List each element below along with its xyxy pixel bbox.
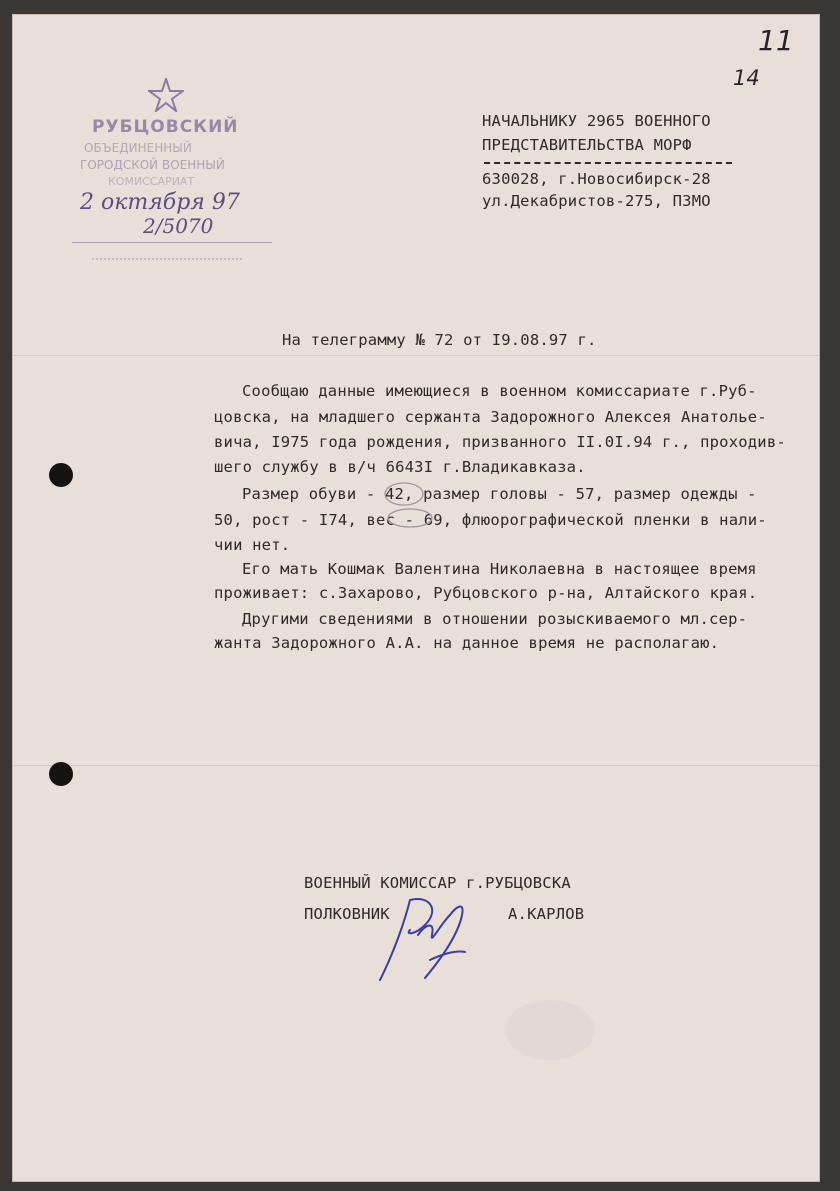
addressee-line-2: ПРЕДСТАВИТЕЛЬСТВА МОРФ: [482, 136, 692, 154]
stamp-line-4: КОМИССАРИАТ: [108, 175, 195, 188]
stamp-number: 2/5070: [143, 214, 214, 238]
page-number-top: 11: [758, 24, 794, 57]
body-line: вича, I975 года рождения, призванного II.0I.94 г., проходив-: [214, 433, 786, 451]
body-line: Его мать Кошмак Валентина Николаевна в настоящее время: [242, 560, 757, 578]
pencil-mark-icon: [380, 480, 440, 530]
signature-name: А.КАРЛОВ: [508, 905, 585, 923]
page-number-bottom: 14: [733, 66, 760, 90]
body-line: жанта Задорожного А.А. на данное время не располагаю.: [214, 634, 720, 652]
addressee-line-3: 630028, г.Новосибирск-28: [482, 170, 711, 188]
body-line: чии нет.: [214, 536, 291, 554]
punch-hole: [49, 762, 73, 786]
punch-hole: [49, 463, 73, 487]
handwritten-signature-icon: [370, 880, 480, 990]
addressee-line-4: ул.Декабристов-275, ПЗМО: [482, 192, 711, 210]
body-line: цовска, на младшего сержанта Задорожного Алексея Анатолье-: [214, 408, 767, 426]
stamp-line-2: ОБЪЕДИНЕННЫЙ: [84, 141, 192, 155]
body-line: Сообщаю данные имеющиеся в военном комиссариате г.Руб-: [242, 382, 757, 400]
star-icon: [148, 78, 184, 112]
stamp-rule: [72, 242, 272, 243]
signature-rank: ПОЛКОВНИК: [304, 905, 390, 923]
signature-title: ВОЕННЫЙ КОМИССАР г.РУБЦОВСКА: [304, 874, 571, 892]
stamp-date: 2 октября 97: [80, 190, 240, 215]
telegram-reference: На телеграмму № 72 от I9.08.97 г.: [282, 331, 597, 349]
stamp-faded-text: [92, 258, 242, 260]
body-line: Размер обуви - 42, размер головы - 57, размер одежды -: [242, 485, 757, 503]
body-line: проживает: с.Захарово, Рубцовского р-на, Алтайского края.: [214, 584, 758, 602]
fold-line: [13, 765, 819, 766]
addressee-divider: [484, 162, 732, 164]
faded-stamp-mark: [505, 1000, 595, 1060]
body-line: Другими сведениями в отношении розыскиваемого мл.сер-: [242, 610, 748, 628]
fold-line: [13, 355, 819, 356]
stamp-line-3: ГОРОДСКОЙ ВОЕННЫЙ: [80, 158, 225, 172]
body-line: 50, рост - I74, вес - 69, флюорографической пленки в нали-: [214, 511, 767, 529]
addressee-line-1: НАЧАЛЬНИКУ 2965 ВОЕННОГО: [482, 112, 711, 130]
body-line: шего службу в в/ч 6643I г.Владикавказа.: [214, 458, 586, 476]
stamp-line-1: РУБЦОВСКИЙ: [92, 117, 239, 137]
